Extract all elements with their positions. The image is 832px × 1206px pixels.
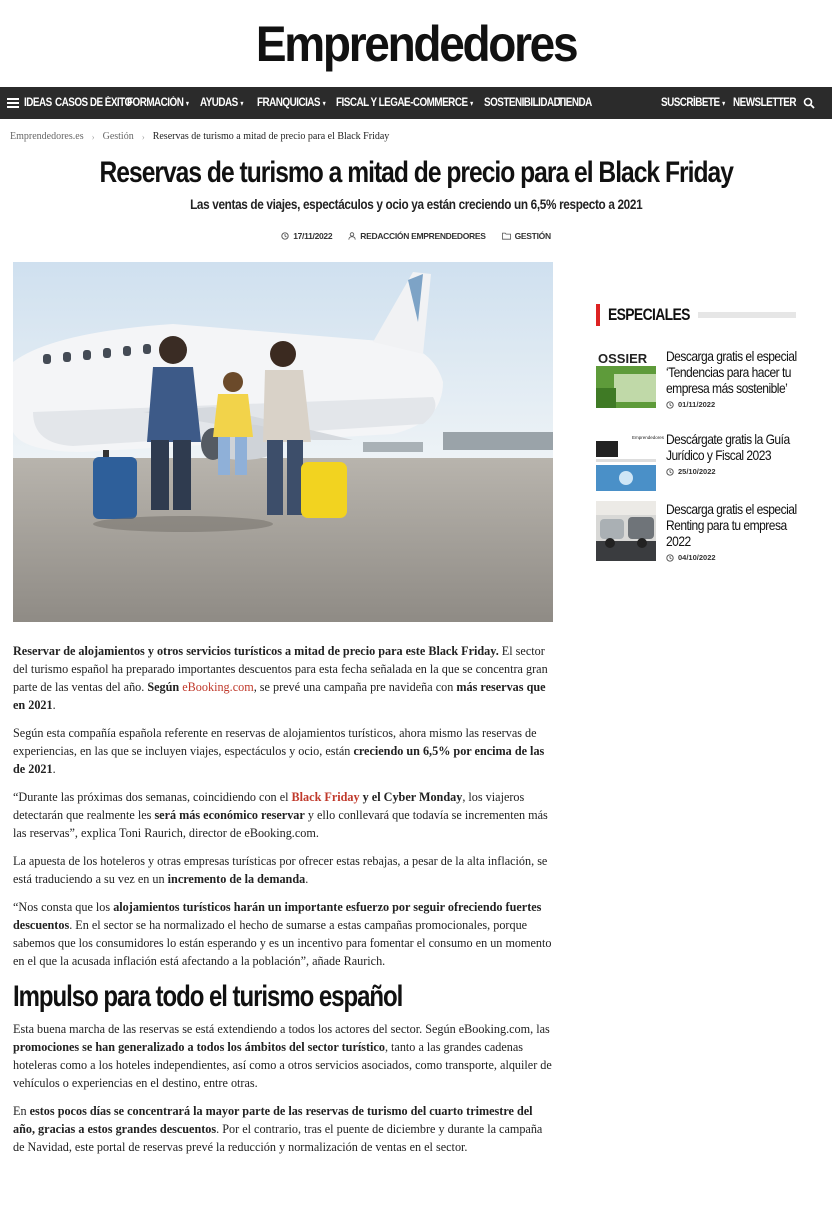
clock-icon xyxy=(281,232,289,240)
nav-item-ayudas[interactable]: AYUDAS ▾ xyxy=(200,97,243,109)
clock-icon xyxy=(666,401,674,409)
sidebar-especiales xyxy=(596,304,797,562)
breadcrumb xyxy=(10,131,389,142)
thumbnail[interactable] xyxy=(596,501,656,561)
sidebar-item-date: 25/10/2022 xyxy=(666,467,798,476)
sidebar-item[interactable] xyxy=(596,431,796,491)
paragraph: Según esta compañía española referente en reservas de alojamientos turísticos, ahora mismo las reservas de experiencias, en las que se incluyen viajes, espectáculos y ocio, están creciendo un 6,5% por encima de las de 2021. xyxy=(13,726,545,776)
chevron-right-icon: › xyxy=(141,131,145,142)
chevron-right-icon: › xyxy=(91,131,95,142)
main-nav xyxy=(0,87,832,119)
sidebar-item-title[interactable]: Descárgate gratis la Guía Jurídico y Fiscal 2023 xyxy=(666,431,790,463)
paragraph: La apuesta de los hoteleros y otras empresas turísticas por ofrecer estas rebajas, a pesar de la alta inflación, se está traduciendo a su vez en un incremento de la demanda. xyxy=(13,854,548,886)
thumb-text: Emprendedores xyxy=(632,435,665,440)
sidebar-item[interactable] xyxy=(596,501,796,562)
article-meta xyxy=(0,231,832,241)
nav-item-tienda[interactable]: TIENDA xyxy=(558,97,592,109)
ebooking-link[interactable]: eBooking.com xyxy=(182,680,254,694)
sidebar-item-title[interactable]: Descarga gratis el especial Renting para tu empresa 2022 xyxy=(666,501,797,549)
paragraph: Esta buena marcha de las reservas se está extendiendo a todos los actores del sector. Según eBooking.com, las promociones se han generalizado a todos los ámbitos del sector turístico, tanto a las grandes cadenas hoteleras como a los hoteles independientes, así como a otros servicios asociados, como transporte, alquiler de vehículos o experiencias en el destino, entre otras. xyxy=(13,1022,552,1090)
subscribe-link[interactable]: SUSCRÍBETE ▾ xyxy=(661,97,725,109)
user-icon xyxy=(348,232,356,240)
clock-icon xyxy=(666,468,674,476)
newsletter-link[interactable]: NEWSLETTER xyxy=(733,97,796,109)
site-header xyxy=(0,0,832,87)
page-subtitle: Las ventas de viajes, espectáculos y ocio ya están creciendo un 6,5% respecto a 2021 xyxy=(189,196,643,212)
chevron-down-icon: ▾ xyxy=(240,98,243,108)
paragraph: “Nos consta que los alojamientos turísticos harán un importante esfuerzo por seguir ofreciendo fuertes descuentos. En el sector se ha normalizado el hecho de sumarse a estas campañas promocionales, porque sabemos que los consumidores lo están esperando y es un incentivo para fomentar el consumo en un momento en el que la acusada inflación está afectando a la población”, añade Raurich. xyxy=(13,900,552,968)
thumb-text: OSSIER xyxy=(598,351,648,366)
sidebar-item-title[interactable]: Descarga gratis el especial ‘Tendencias para hacer tu empresa más sostenible’ xyxy=(666,348,797,396)
sidebar-item-date: 01/11/2022 xyxy=(666,400,798,409)
paragraph: Reservar de alojamientos y otros servicios turísticos a mitad de precio para este Black Friday. El sector del turismo español ha preparado importantes descuentos para esta fecha señalada en la que se concentra gran parte de las ventas del año. Según eBooking.com, se prevé una campaña pre navideña con más reservas que en 2021. xyxy=(13,644,548,712)
chevron-down-icon: ▾ xyxy=(322,98,326,108)
nav-item-formacion[interactable]: FORMACIÓN ▾ xyxy=(127,97,189,109)
heading-rule xyxy=(698,312,796,318)
meta-date: 17/11/2022 xyxy=(281,231,332,241)
sidebar-heading: ESPECIALES xyxy=(596,304,796,326)
section-heading: Impulso para todo el turismo español xyxy=(13,980,403,1013)
breadcrumb-section[interactable]: Gestión xyxy=(102,131,134,142)
nav-item-franquicias[interactable]: FRANQUICIAS ▾ xyxy=(257,97,326,109)
folder-icon xyxy=(502,232,511,240)
nav-item-ideas[interactable]: IDEAS xyxy=(24,97,52,109)
menu-icon[interactable] xyxy=(2,87,24,119)
nav-item-fiscal-y-legal[interactable]: FISCAL Y LEGAL xyxy=(336,97,410,109)
meta-category[interactable]: GESTIÓN xyxy=(502,231,551,241)
breadcrumb-home[interactable]: Emprendedores.es xyxy=(10,131,84,142)
clock-icon xyxy=(666,554,674,562)
site-logo[interactable]: Emprendedores xyxy=(255,15,577,72)
chevron-down-icon: ▾ xyxy=(185,98,189,108)
sidebar-item[interactable] xyxy=(596,348,796,409)
sidebar-item-date: 04/10/2022 xyxy=(666,553,798,562)
chevron-down-icon: ▾ xyxy=(470,98,473,108)
paragraph: “Durante las próximas dos semanas, coincidiendo con el Black Friday y el Cyber Monday, los viajeros detectarán que realmente les será más económico reservar y ello conllevará que todavía se incrementen más las reservas”, explica Toni Raurich, director de eBooking.com. xyxy=(13,790,548,840)
breadcrumb-current: Reservas de turismo a mitad de precio para el Black Friday xyxy=(152,131,390,142)
nav-item-e-commerce[interactable]: E-COMMERCE ▾ xyxy=(404,97,473,109)
paragraph: En estos pocos días se concentrará la mayor parte de las reservas de turismo del cuarto trimestre del año, gracias a estos grandes descuentos. Por el contrario, tras el puente de diciembre y durante la campaña de Navidad, este portal de reservas prevé la reducción y normalización de ventas en el sector. xyxy=(13,1104,543,1154)
article-body xyxy=(13,642,555,1166)
chevron-down-icon: ▾ xyxy=(722,98,725,108)
black-friday-link[interactable]: Black Friday xyxy=(291,790,360,804)
search-icon[interactable] xyxy=(803,96,815,114)
page-title: Reservas de turismo a mitad de precio para el Black Friday xyxy=(99,156,733,189)
meta-author[interactable]: REDACCIÓN EMPRENDEDORES xyxy=(348,231,485,241)
thumbnail[interactable] xyxy=(596,348,656,408)
nav-item-sostenibilidad[interactable]: SOSTENIBILIDAD xyxy=(484,97,561,109)
hero-image xyxy=(13,262,553,622)
thumbnail[interactable] xyxy=(596,431,665,491)
nav-item-casos-de-exito[interactable]: CASOS DE ÉXITO xyxy=(55,97,132,109)
